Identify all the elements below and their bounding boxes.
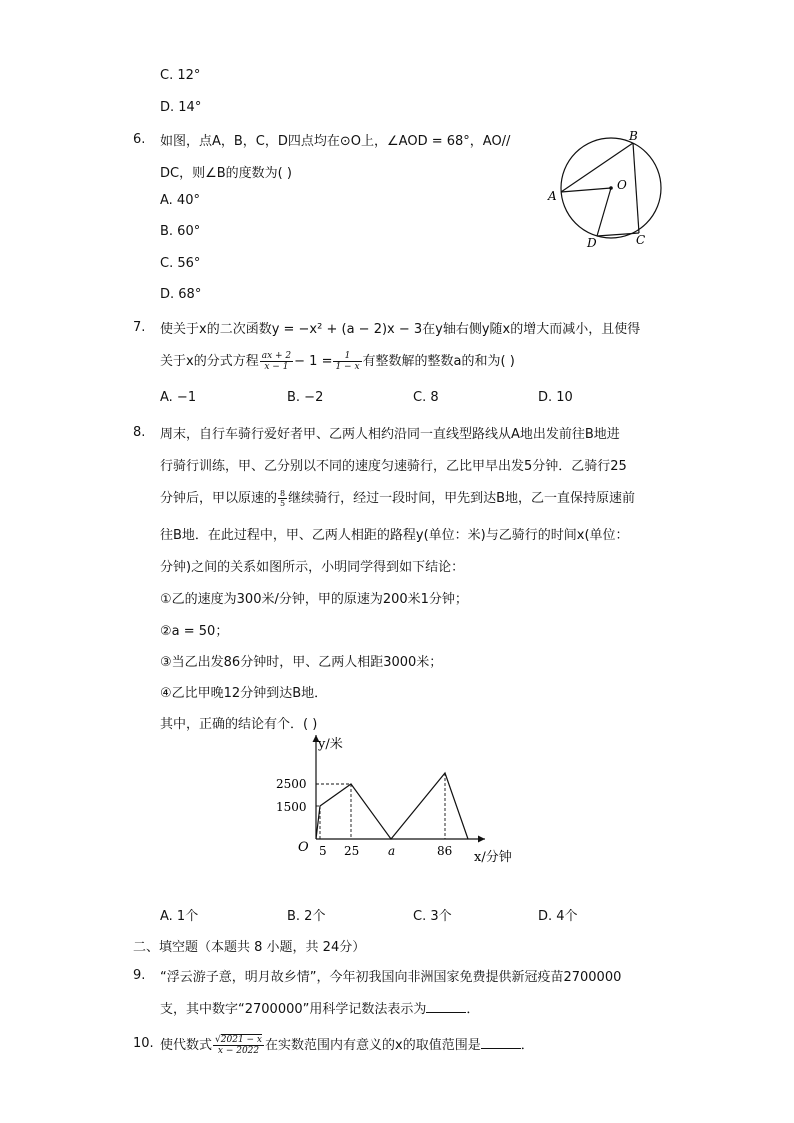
q10-radicand: 2021 − x — [220, 1035, 263, 1045]
q7-fraction-1 — [260, 351, 293, 372]
q8-question: 其中，正确的结论有个．( ) — [160, 717, 318, 732]
answer-blank-q9 — [426, 1000, 466, 1013]
q10-frac-den: x − 2022 — [217, 1046, 260, 1056]
q9-line2-end: ． — [466, 1002, 480, 1017]
q7-frac1-den: x − 1 — [264, 362, 289, 372]
q8-option-d: D. 4个 — [538, 909, 578, 924]
y-tick-1500: 1500 — [276, 800, 307, 814]
label-o: O — [617, 178, 627, 192]
q8-c1-text: 乙的速度为300米/分钟，甲的原速为200米1分钟； — [171, 592, 468, 607]
y-axis-label: y/米 — [318, 737, 343, 752]
x-axis-label: x/分钟 — [474, 850, 512, 865]
x-tick-5: 5 — [319, 844, 327, 858]
q8-c2-text: a = 50； — [171, 624, 229, 639]
q9-line2-text: 支，其中数字“2700000”用科学记数法表示为 — [160, 1002, 427, 1017]
circle-figure — [545, 126, 670, 251]
q8-frac-den: 5 — [280, 499, 286, 508]
q7-line2-mid: − 1 = — [294, 354, 333, 369]
q10-fraction — [213, 1035, 264, 1056]
q8-number: 8. — [133, 425, 146, 440]
q9-line2 — [160, 998, 479, 1017]
q8-c3-text: 当乙出发86分钟时，甲、乙两人相距3000米； — [171, 655, 443, 670]
q10-end: ． — [520, 1038, 534, 1053]
q7-option-d: D. 10 — [538, 390, 573, 405]
q8-option-b: B. 2个 — [287, 909, 326, 924]
q7-fraction-2 — [333, 351, 361, 372]
q9-line1: “浮云游子意，明月故乡情”，今年初我国向非洲国家免费提供新冠疫苗2700000 — [160, 970, 622, 985]
q7-line2-post: 有整数解的整数a的和为( ) — [362, 354, 515, 369]
x-tick-86: 86 — [437, 844, 453, 858]
q6-option-c: C. 56° — [160, 256, 201, 271]
q6-line2: DC，则∠B的度数为( ) — [160, 166, 292, 181]
origin-label: O — [298, 840, 309, 855]
q6-option-a: A. 40° — [160, 193, 200, 208]
q8-line3 — [160, 487, 635, 508]
label-c: C — [636, 233, 646, 247]
q8-line1: 周末，自行车骑行爱好者甲、乙两人相约沿同一直线型路线从A地出发前往B地进 — [160, 427, 620, 442]
q8-fraction — [278, 489, 287, 508]
q7-line2 — [160, 350, 515, 372]
q10-frac-num: √2021 − x — [215, 1035, 263, 1045]
q8-line4: 往B地．在此过程中，甲、乙两人相距的路程y(单位：米)与乙骑行的时间x(单位： — [160, 528, 629, 543]
center-dot — [609, 186, 613, 190]
q10-line — [160, 1034, 534, 1056]
x-tick-25: 25 — [344, 844, 360, 858]
q7-frac1-num: ax + 2 — [261, 351, 292, 361]
q7-frac2-den: 1 − x — [335, 362, 360, 372]
section-title: 二、填空题（本题共 8 小题，共 24分） — [133, 940, 366, 955]
q7-number: 7. — [133, 320, 146, 335]
q8-line3-post: 继续骑行，经过一段时间，甲先到达B地，乙一直保持原速前 — [288, 491, 636, 506]
q8-c1-mark: ① — [160, 592, 172, 607]
q10-post: 在实数范围内有意义的x的取值范围是 — [265, 1038, 481, 1053]
answer-blank-q10 — [481, 1036, 521, 1049]
q7-option-a: A. −1 — [160, 390, 197, 405]
q8-conclusion-2 — [160, 620, 228, 639]
option-d-prev: D. 14° — [160, 100, 202, 115]
segment-bc — [633, 143, 639, 233]
q8-option-a: A. 1个 — [160, 909, 199, 924]
q8-line5: 分钟)之间的关系如图所示，小明同学得到如下结论： — [160, 560, 465, 575]
q10-number: 10. — [133, 1036, 154, 1051]
x-tick-a: a — [388, 844, 396, 858]
q7-option-b: B. −2 — [287, 390, 324, 405]
q6-number: 6. — [133, 132, 146, 147]
q8-line2: 行骑行训练，甲、乙分别以不同的速度匀速骑行，乙比甲早出发5分钟．乙骑行25 — [160, 459, 627, 474]
q7-line2-pre: 关于x的分式方程 — [160, 354, 259, 369]
y-tick-2500: 2500 — [276, 777, 307, 791]
q6-option-b: B. 60° — [160, 224, 201, 239]
q7-line1: 使关于x的二次函数y = −x² + (a − 2)x − 3在y轴右侧y随x的增大而减小，且使得 — [160, 322, 641, 337]
q6-line1: 如图，点A，B，C，D四点均在⊙O上，∠AOD = 68°，AO// — [160, 134, 511, 149]
q9-number: 9. — [133, 968, 146, 983]
label-a: A — [548, 189, 557, 203]
q8-c3-mark: ③ — [160, 655, 172, 670]
q8-c2-mark: ② — [160, 624, 172, 639]
q7-option-c: C. 8 — [413, 390, 439, 405]
q7-frac2-num: 1 — [333, 351, 361, 362]
segment-dc — [597, 233, 639, 236]
label-b: B — [629, 129, 638, 143]
q8-frac-num: 8 — [280, 489, 286, 498]
q6-option-d: D. 68° — [160, 287, 202, 302]
option-c-prev: C. 12° — [160, 68, 201, 83]
segment-od — [597, 188, 611, 236]
q8-conclusion-4 — [160, 682, 327, 701]
label-d: D — [587, 236, 597, 250]
q8-c4-mark: ④ — [160, 686, 172, 701]
segment-ao — [561, 188, 611, 192]
q8-conclusion-3 — [160, 651, 442, 670]
q10-pre: 使代数式 — [160, 1038, 213, 1053]
q8-c4-text: 乙比甲晚12分钟到达B地． — [171, 686, 328, 701]
q8-conclusion-1 — [160, 588, 468, 607]
q8-line3-pre: 分钟后，甲以原速的 — [160, 491, 278, 506]
q8-option-c: C. 3个 — [413, 909, 452, 924]
distance-time-chart — [270, 730, 530, 870]
